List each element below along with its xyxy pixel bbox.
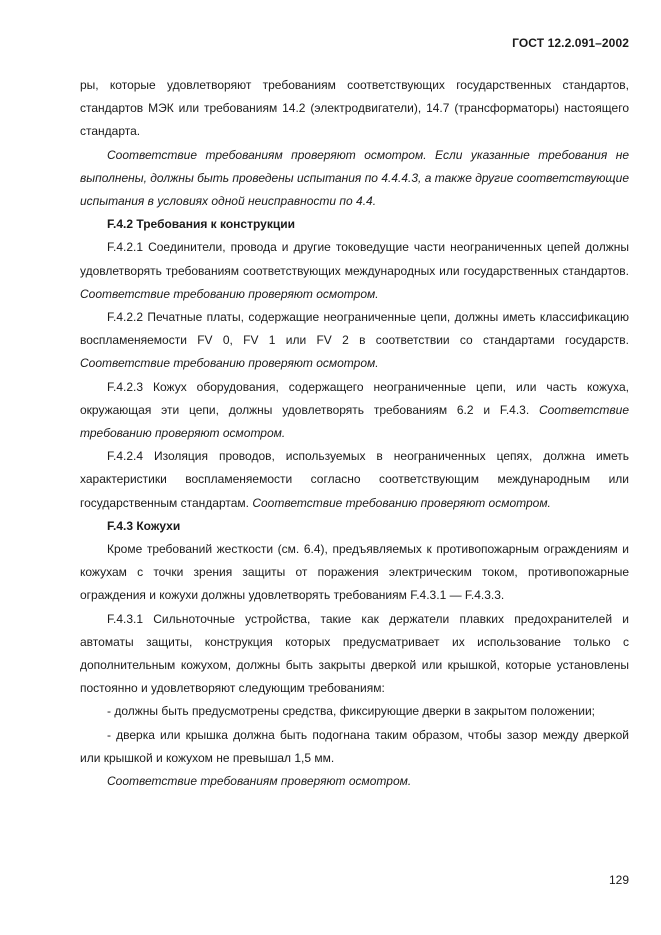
- section-f43-intro: Кроме требований жесткости (см. 6.4), предъявляемых к противопожарным ограждениям и кожухам с точки зрения защиты от поражения электрическим током, противопожарные ограждения и кожухи должны удовлетворять требованиям F.4.3.1 — F.4.3.3.: [80, 542, 629, 603]
- clause-f422: [80, 306, 629, 376]
- clause-f421-check: Соответствие требованию проверяют осмотром.: [80, 286, 379, 301]
- clause-f431: F.4.3.1 Сильноточные устройства, такие как держатели плавких предохранителей и автоматы защиты, конструкция которых предусматривает их использование только с дополнительным кожухом, должны быть закрыты дверкой или крышкой, которые установлены постоянно и удовлетворяют следующим требованиям:: [80, 611, 629, 696]
- clause-f421: [80, 236, 629, 306]
- clause-f423-text: F.4.2.3 Кожух оборудования, содержащего неограниченные цепи, или часть кожуха, окружающая эти цепи, должны удовлетворять требованиям 6.2 и F.4.3.: [80, 379, 629, 417]
- paragraph-continuation: ры, которые удовлетворяют требованиям соответствующих государственных стандартов, стандартов МЭК или требованиям 14.2 (электродвигатели), 14.7 (трансформаторы) настоящего стандарта.: [80, 78, 629, 139]
- verification-note: Соответствие требованиям проверяют осмотром. Если указанные требования не выполнены, должны быть проведены испытания по 4.4.4.3, а также другие соответствующие испытания в условиях одной неисправности по 4.4.: [80, 147, 629, 209]
- clause-f424: [80, 445, 629, 515]
- clause-f421-text: F.4.2.1 Соединители, провода и другие токоведущие части неограниченных цепей должны удовлетворять требованиям соответствующих международных или государственных стандартов.: [80, 240, 629, 278]
- section-heading-f43: F.4.3 Кожухи: [107, 518, 181, 533]
- clause-f422-check: Соответствие требованию проверяют осмотром.: [80, 356, 379, 371]
- section-heading-f42: F.4.2 Требования к конструкции: [107, 217, 295, 232]
- page-number: 129: [608, 873, 629, 887]
- page-header: ГОСТ 12.2.091–2002: [512, 36, 629, 50]
- clause-f424-check: Соответствие требованию проверяют осмотром.: [252, 495, 551, 510]
- clause-f424-text: F.4.2.4 Изоляция проводов, используемых в неограниченных цепях, должна иметь характеристики воспламеняемости согласно соответствующим международным или государственным стандартам.: [80, 449, 629, 510]
- list-item: - должны быть предусмотрены средства, фиксирующие дверки в закрытом положении;: [107, 704, 596, 719]
- verification-note: Соответствие требованиям проверяют осмотром.: [107, 774, 412, 789]
- list-item: - дверка или крышка должна быть подогнана таким образом, чтобы зазор между дверкой или крышкой и кожухом не превышал 1,5 мм.: [80, 727, 629, 765]
- clause-f422-text: F.4.2.2 Печатные платы, содержащие неограниченные цепи, должны иметь классификацию воспламеняемости FV 0, FV 1 или FV 2 в соответствии со стандартами государств.: [80, 310, 629, 348]
- clause-f423: [80, 376, 629, 446]
- page-content: [80, 74, 629, 793]
- clause-f423-check: Соответствие требованию проверяют осмотром.: [80, 402, 629, 441]
